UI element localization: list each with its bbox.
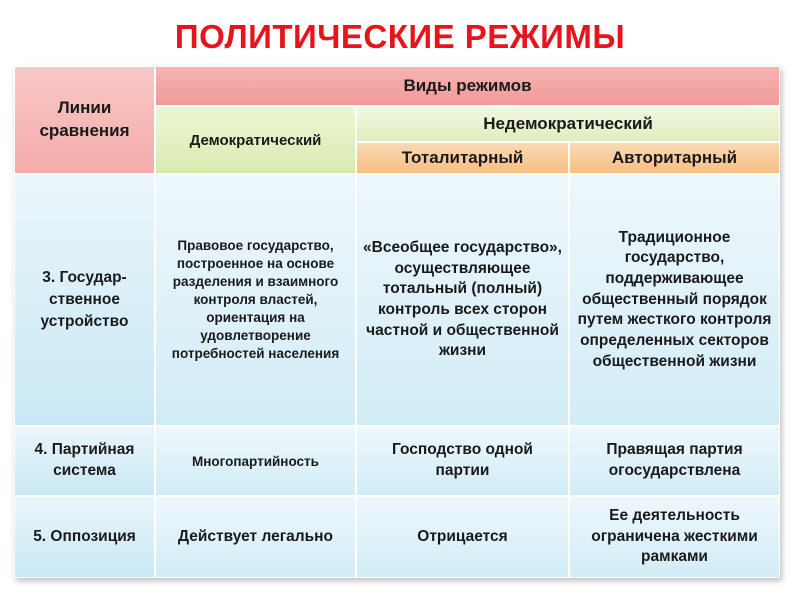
cell-democratic-opposition bbox=[155, 496, 356, 578]
cell-text: Правящая партия огосударствлена bbox=[606, 441, 743, 479]
row-label-state-structure bbox=[14, 174, 155, 426]
cell-totalitarian-opposition bbox=[356, 496, 569, 578]
cell-democratic-party-system bbox=[155, 426, 356, 496]
header-nondemocratic-label: Недемократический bbox=[483, 114, 653, 133]
cell-authoritarian-party-system bbox=[569, 426, 780, 496]
header-regime-types bbox=[155, 66, 780, 106]
header-regime-types-label: Виды режимов bbox=[403, 76, 532, 95]
cell-totalitarian-party-system bbox=[356, 426, 569, 496]
row-label-text: 4. Партийная система bbox=[34, 441, 135, 479]
header-authoritarian bbox=[569, 142, 780, 174]
row-label-party-system bbox=[14, 426, 155, 496]
cell-text: Ее деятельность ограничена жесткими рамками bbox=[591, 507, 758, 566]
cell-text: «Всеобщее государство», осуществляющее тотальный (полный) контроль всех сторон частной и общественной жизни bbox=[363, 239, 562, 360]
row-label-text: 5. Оппозиция bbox=[33, 527, 136, 545]
cell-text: Правовое государство, построенное на основе разделения и взаимного контроля властей, ориентация на удовлетворение потребностей населения bbox=[171, 238, 340, 361]
cell-text: Традиционное государство, поддерживающее общественный порядок путем жесткого контроля определенных секторов общественной жизни bbox=[577, 228, 772, 370]
header-totalitarian bbox=[356, 142, 569, 174]
cell-democratic-state-structure bbox=[155, 174, 356, 426]
header-lines-of-comparison bbox=[14, 66, 155, 174]
cell-text: Отрицается bbox=[417, 527, 508, 545]
header-democratic-label: Демократический bbox=[189, 131, 322, 149]
cell-text: Господство одной партии bbox=[392, 441, 533, 479]
cell-totalitarian-state-structure bbox=[356, 174, 569, 426]
row-label-text: 3. Государ-ственное устройство bbox=[40, 269, 129, 330]
header-authoritarian-label: Авторитарный bbox=[611, 148, 738, 167]
header-democratic bbox=[155, 106, 356, 174]
cell-authoritarian-state-structure bbox=[569, 174, 780, 426]
header-totalitarian-label: Тоталитарный bbox=[401, 148, 524, 167]
cell-authoritarian-opposition bbox=[569, 496, 780, 578]
header-lines-label: Линии сравнения bbox=[39, 98, 130, 140]
cell-text: Действует легально bbox=[177, 527, 333, 545]
row-label-opposition bbox=[14, 496, 155, 578]
header-nondemocratic bbox=[356, 106, 780, 142]
cell-text: Многопартийность bbox=[192, 453, 319, 469]
page-title: ПОЛИТИЧЕСКИЕ РЕЖИМЫ bbox=[174, 18, 626, 55]
